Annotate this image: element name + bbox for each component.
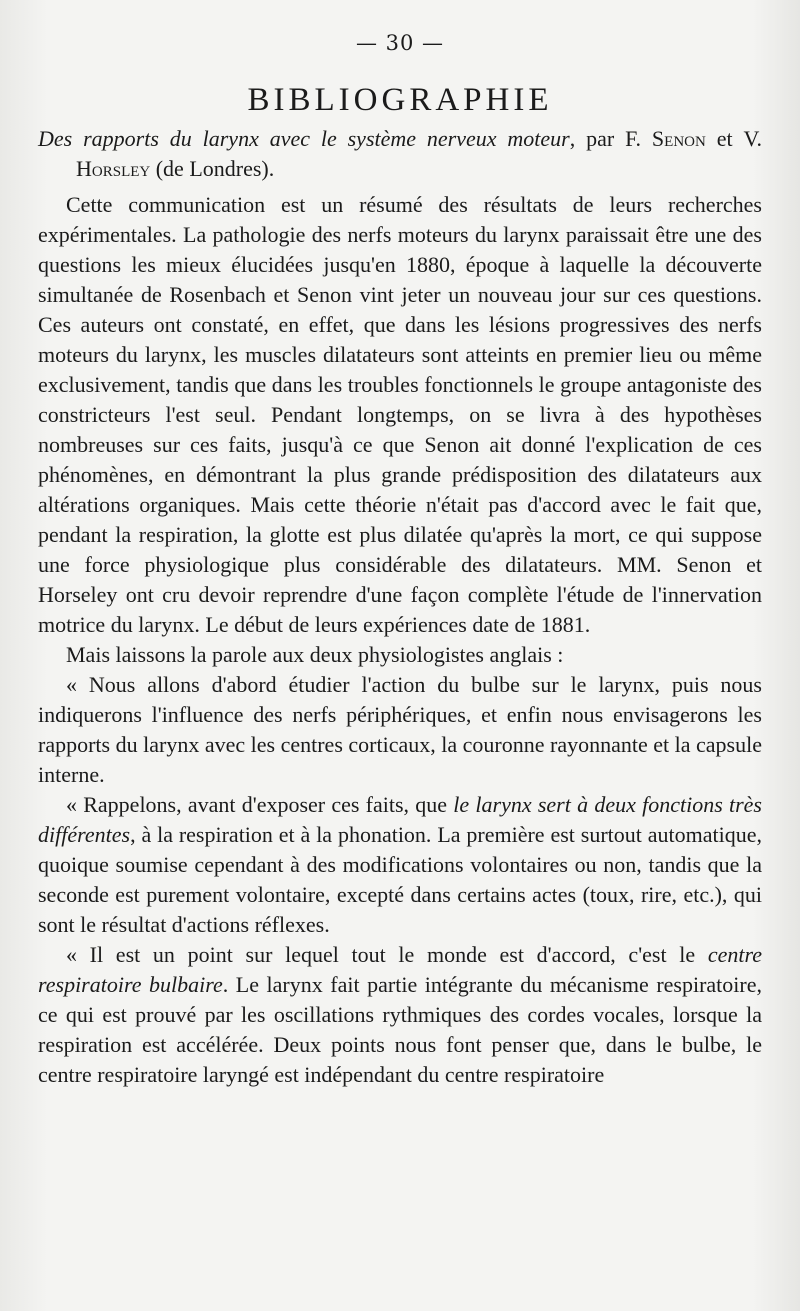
- paragraph-5-start: « Il est un point sur lequel tout le monde est d'accord, c'est le: [66, 942, 708, 967]
- paragraph-4: [38, 790, 762, 940]
- paragraph-3: « Nous allons d'abord étudier l'action du bulbe sur le larynx, puis nous indiquerons l'influence des nerfs périphériques, et enfin nous envisagerons les rapports du larynx avec les centres corticaux, la couronne rayonnante et la capsule interne.: [38, 672, 762, 787]
- reference-conjunction: et: [705, 126, 744, 151]
- paragraph-2: Mais laissons la parole aux deux physiologistes anglais :: [66, 642, 564, 667]
- body-text: [38, 124, 762, 1090]
- reference-title: Des rapports du larynx avec le système nerveux moteur: [38, 126, 570, 151]
- reference-author-1: F. Senon: [625, 126, 706, 151]
- page-number: — 30 —: [355, 31, 445, 55]
- paragraph-5-end: . Le larynx fait partie intégrante du mécanisme respiratoire, ce qui est prouvé par les oscillations rythmiques des cordes vocales, lorsque la respiration est accélérée. Deux points nous font penser que, dans le bulbe, le centre respiratoire laryngé est indépendant du centre respiratoire: [38, 972, 762, 1087]
- reference-author-2: V. Horsley: [76, 126, 763, 181]
- paragraph-1: Cette communication est un résumé des résultats de leurs recherches expérimentales. La pathologie des nerfs moteurs du larynx paraissait être une des questions les mieux élucidées jusqu'en 1880, époque à laquelle la découverte simultanée de Rosenbach et Senon vint jeter un nouveau jour sur ces questions. Ces auteurs ont constaté, en effet, que dans les lésions progressives des nerfs moteurs du larynx, les muscles dilatateurs sont atteints en premier lieu ou même exclusivement, tandis que dans les troubles fonctionnels le groupe antagoniste des constricteurs l'est seul. Pendant longtemps, on se livra à des hypothèses nombreuses sur ces faits, jusqu'à ce que Senon ait donné l'explication de ces phénomènes, en démontrant la plus grande prédisposition des dilatateurs aux altérations organiques. Mais cette théorie n'était pas d'accord avec le fait que, pendant la respiration, la glotte est plus dilatée qu'après la mort, ce qui suppose une force physiologique plus considérable des dilatateurs. MM. Senon et Horseley ont cru devoir reprendre d'une façon complète l'étude de l'innervation motrice du larynx. Le début de leurs expériences date de 1881.: [38, 192, 762, 637]
- section-heading: BIBLIOGRAPHIE: [247, 82, 553, 118]
- paragraph-4-start: « Rappelons, avant d'exposer ces faits, que: [66, 792, 454, 817]
- bibliographic-reference: [38, 124, 762, 184]
- paragraph-5: [38, 940, 762, 1090]
- paragraph-5-italic: centre respiratoire bulbaire: [38, 942, 762, 997]
- reference-by: , par: [569, 126, 615, 151]
- paragraph-4-end: , à la respiration et à la phonation. La première est surtout automatique, quoique soumise cependant à des modifications volontaires ou non, tandis que la seconde est purement volontaire, excepté dans certains actes (toux, rire, etc.), qui sont le résultat d'actions réflexes.: [38, 822, 762, 937]
- paragraph-4-italic: le larynx sert à deux fonctions très différentes: [38, 792, 762, 847]
- reference-place: (de Londres).: [150, 156, 275, 181]
